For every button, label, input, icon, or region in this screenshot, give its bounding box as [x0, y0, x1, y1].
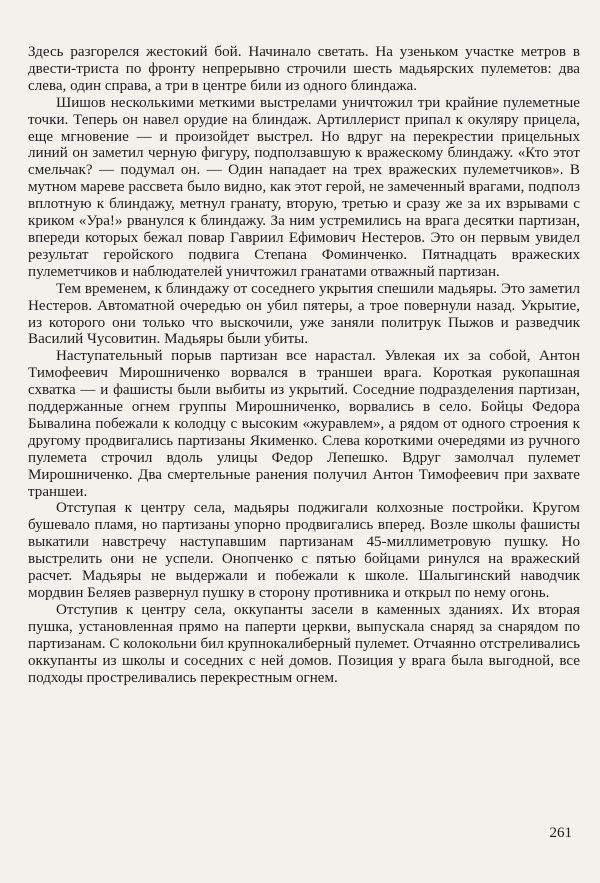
page-number: 261	[549, 825, 572, 841]
paragraph: Отступая к центру села, мадьяры поджигали колхозные постройки. Кругом бушевало пламя, но партизаны упорно продвигались вперед. Возле школы фашисты выкатили навстречу наступавшим партизанам 45-миллиметровую пушку. Но выстрелить они не успели. Онопченко с пятью бойцами ринулся на вражеский расчет. Мадьяры не выдержали и побежали к школе. Шалыгинский наводчик мордвин Беляев развернул пушку в сторону противника и открыл по нему огонь.	[28, 500, 580, 601]
paragraph: Шишов несколькими меткими выстрелами уничтожил три крайние пулеметные точки. Теперь он навел орудие на блиндаж. Артиллерист припал к окуляру прицела, еще мгновение — и произойдет выстрел. Но вдруг на перекрестии прицельных линий он заметил черную фигуру, подползавшую к вражескому блиндажу. «Кто этот смельчак? — подумал он. — Один нападает на трех вражеских пулеметчиков». В мутном мареве рассвета было видно, как этот герой, не замеченный врагами, подполз вплотную к блиндажу, метнул гранату, вторую, третью и сразу же за их взрывами с криком «Ура!» рванулся к блиндажу. За ним устремились на врага десятки партизан, впереди которых бежал повар Гавриил Ефимович Нестеров. Это он первым увидел результат геройского подвига Степана Фоминченко. Пятнадцать вражеских пулеметчиков и наблюдателей уничтожил гранатами отважный партизан.	[28, 94, 580, 280]
paragraph: Здесь разгорелся жестокий бой. Начинало светать. На узеньком участке метров в двести-триста по фронту непрерывно строчили шесть мадьярских пулеметов: два слева, один справа, а три в центре били из одного блиндажа.	[28, 44, 580, 94]
page-text	[28, 44, 580, 686]
book-page	[28, 0, 580, 883]
paragraph: Наступательный порыв партизан все нарастал. Увлекая их за собой, Антон Тимофеевич Мирошниченко ворвался в траншеи врага. Короткая рукопашная схватка — и фашисты были выбиты из укрытий. Соседние подразделения партизан, поддержанные огнем группы Мирошниченко, ворвались в село. Бойцы Федора Бывалина побежали к колодцу с высоким «журавлем», а рядом от одного строения к другому продвигались партизаны Якименко. Слева короткими очередями из ручного пулемета строчил вдоль улицы Федор Лепешко. Вдруг замолчал пулемет Мирошниченко. Два смертельные ранения получил Антон Тимофеевич при захвате траншеи.	[28, 348, 580, 500]
paragraph: Отступив к центру села, оккупанты засели в каменных зданиях. Их вторая пушка, установленная прямо на паперти церкви, выпускала снаряд за снарядом по партизанам. С колокольни бил крупнокалиберный пулемет. Отчаянно отстреливались оккупанты из школы и соседних с ней домов. Позиция у врага была выгодной, все подходы простреливались перекрестным огнем.	[28, 601, 580, 686]
paragraph: Тем временем, к блиндажу от соседнего укрытия спешили мадьяры. Это заметил Нестеров. Автоматной очередью он убил пятеры, а трое повернули назад. Укрытие, из которого они только что выскочили, уже заняли политрук Пыжов и разведчик Василий Чусовитин. Мадьяры были убиты.	[28, 280, 580, 348]
